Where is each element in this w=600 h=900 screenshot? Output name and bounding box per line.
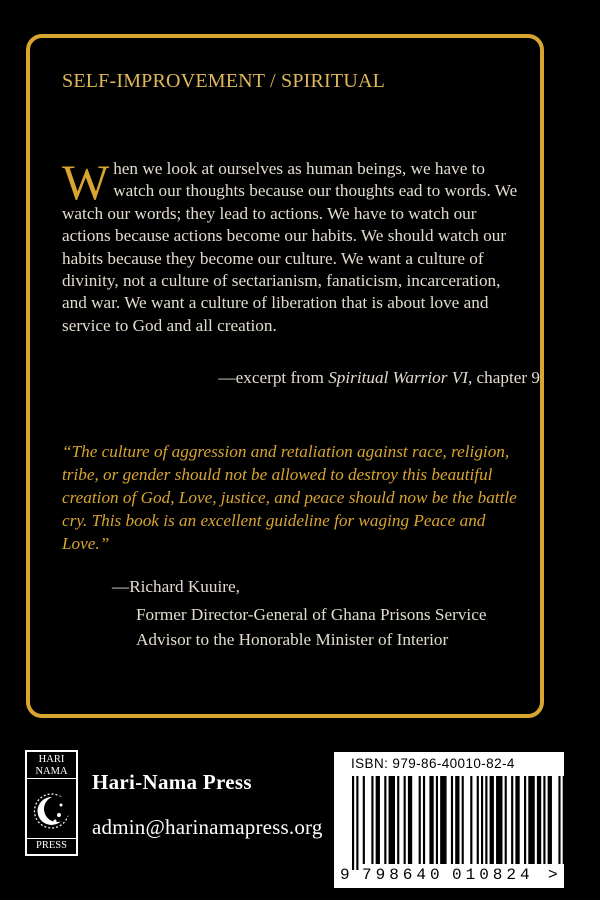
barcode-bar: [376, 776, 380, 864]
endorser-title-2: Advisor to the Honorable Minister of Interior: [136, 630, 449, 649]
excerpt-source: [218, 368, 540, 388]
barcode-bar: [429, 776, 433, 864]
barcode-bar: [436, 776, 438, 864]
barcode-bar: [485, 776, 487, 864]
logo-line-press: PRESS: [27, 838, 76, 852]
barcode-bar: [352, 776, 354, 870]
barcode-bar: [511, 776, 513, 864]
crescent-moon-icon: [33, 785, 70, 837]
barcode-bar: [408, 776, 412, 864]
barcode-bar: [455, 776, 459, 864]
logo-line-hari: HARI: [38, 754, 65, 765]
endorsement-quote: “The culture of aggression and retaliation against race, religion, tribe, or gender should not be allowed to destroy this beautiful creation of God, Love, justice, and peace should now be the battle cry. This book is an excellent guideline for waging Peace and Love.”: [62, 442, 517, 553]
endorser-name: —Richard Kuuire,: [112, 577, 240, 596]
barcode-bar: [397, 776, 399, 864]
publisher-name: Hari-Nama Press: [92, 770, 252, 794]
barcode-bar: [440, 776, 446, 864]
barcode-bar: [543, 776, 545, 864]
barcode-bar: [477, 776, 479, 864]
source-suffix: , chapter 9: [467, 368, 540, 387]
endorser-title-1: Former Director-General of Ghana Prisons Service: [136, 605, 487, 624]
barcode-bar: [363, 776, 365, 864]
barcode-bar: [404, 776, 406, 864]
ean-right-group: 010824: [452, 866, 534, 884]
barcode-bar: [496, 776, 502, 864]
source-title: Spiritual Warrior VI: [328, 368, 468, 387]
barcode-bar: [558, 776, 560, 864]
source-prefix: —excerpt from: [218, 368, 329, 387]
barcode-bar: [481, 776, 483, 864]
ean-end-marker: >: [548, 866, 558, 884]
barcode-bar: [505, 776, 507, 864]
barcode-bar: [389, 776, 395, 864]
barcode-bar: [548, 776, 552, 864]
drop-cap: W: [62, 154, 110, 210]
publisher-email: admin@harinamapress.org: [92, 815, 323, 839]
barcode-bar: [384, 776, 386, 864]
excerpt-text: hen we look at ourselves as human beings, we have to watch our thoughts because our thoughts ead to words. We watch our words; they lead to actions. We have to watch our actions because actions become our habits. We should watch our habits because they become our culture. We want a culture of divinity, not a culture of sectarianism, fanaticism, incarceration, and war. We want a culture of liberation that is about love and service to God and all creation.: [62, 159, 518, 335]
barcode-bar: [537, 776, 541, 864]
ean-left-group: 798640: [362, 866, 444, 884]
barcode-bar: [356, 776, 358, 870]
excerpt-paragraph: [62, 154, 524, 337]
barcode-bar: [528, 776, 534, 864]
isbn-barcode: [334, 752, 564, 888]
category-label: SELF-IMPROVEMENT / SPIRITUAL: [62, 70, 386, 92]
barcode-bar: [462, 776, 464, 864]
isbn-label: ISBN: 979-86-40010-82-4: [351, 756, 515, 771]
barcode-bar: [515, 776, 519, 864]
logo-line-nama: NAMA: [27, 766, 76, 779]
barcode-bar: [470, 776, 472, 864]
ean-first-digit: 9: [340, 866, 350, 884]
publisher-logo: [25, 750, 78, 856]
barcode-bar: [423, 776, 425, 864]
barcode-bar: [563, 776, 564, 864]
barcode-bar: [490, 776, 494, 864]
barcode-bar: [371, 776, 373, 864]
barcode-bar: [524, 776, 526, 864]
barcode-bar: [419, 776, 421, 864]
barcode-bar: [451, 776, 453, 864]
